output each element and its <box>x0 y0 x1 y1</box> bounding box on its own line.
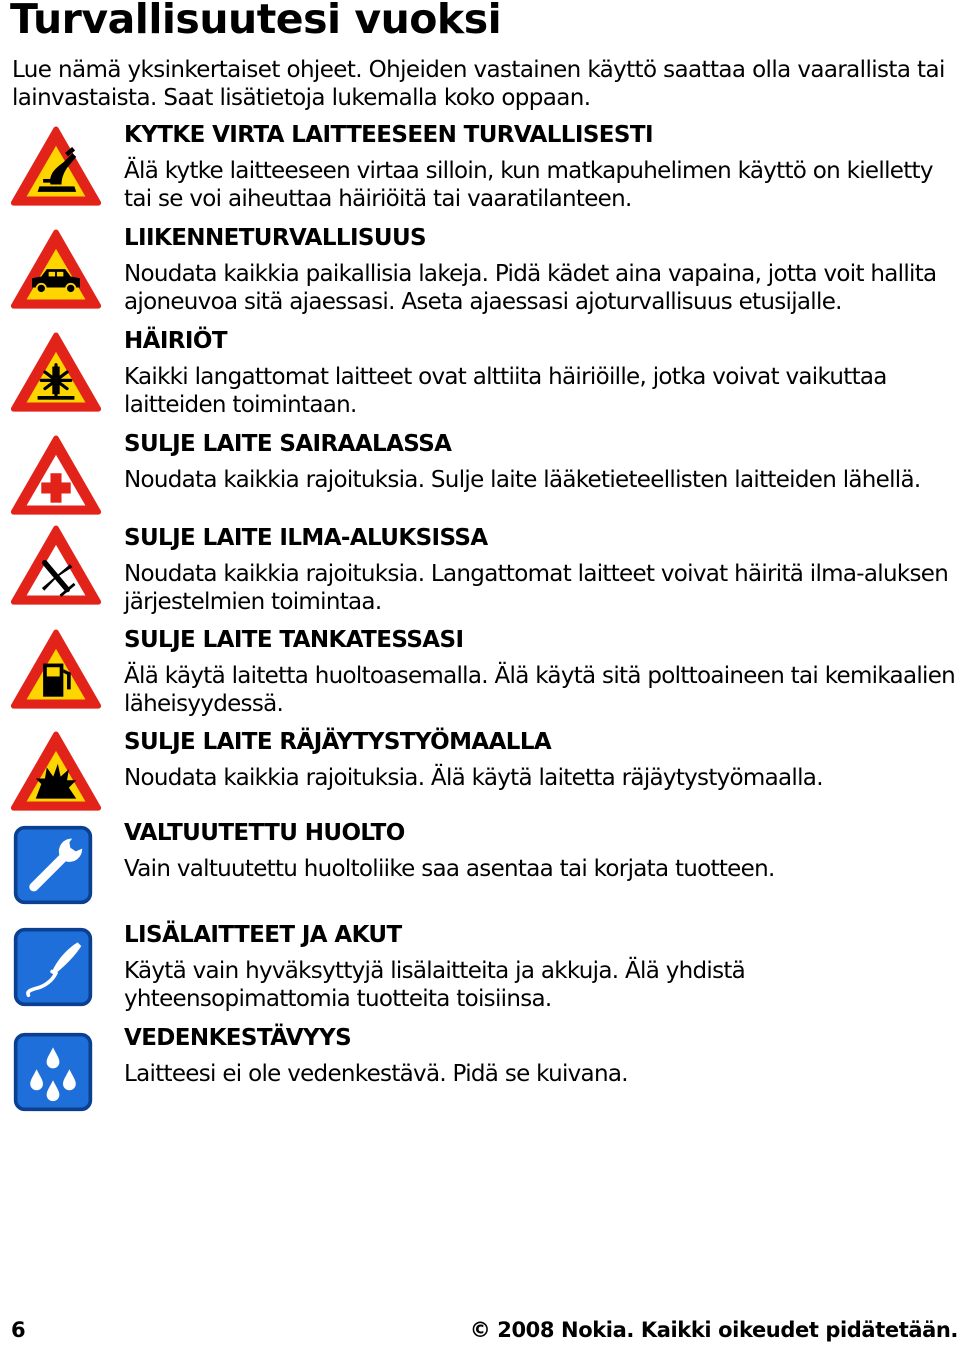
page-number: 6 <box>11 1318 26 1342</box>
water-drops-icon <box>12 1031 94 1113</box>
section-text <box>124 727 960 792</box>
section-text <box>124 223 960 316</box>
section-text <box>124 625 960 718</box>
accessory-plug-icon <box>12 926 94 1008</box>
section-text <box>124 1023 960 1088</box>
hospital-cross-warning-icon <box>10 433 102 519</box>
section-heading: SULJE LAITE SAIRAALASSA <box>124 431 452 457</box>
section-text <box>124 818 960 883</box>
page-title: Turvallisuutesi vuoksi <box>10 0 502 43</box>
section-heading: LISÄLAITTEET JA AKUT <box>124 922 402 948</box>
section-body: Älä kytke laitteeseen virtaa silloin, kun matkapuhelimen käyttö on kielletty tai se voi aiheuttaa häiriöitä tai vaaratilanteen. <box>124 158 933 212</box>
section-text <box>124 429 960 494</box>
section-body: Laitteesi ei ole vedenkestävä. Pidä se kuivana. <box>124 1061 628 1087</box>
section-body: Noudata kaikkia rajoituksia. Langattomat laitteet voivat häiritä ilma-aluksen järjestelmien toimintaa. <box>124 561 949 615</box>
section-body: Älä käytä laitetta huoltoasemalla. Älä käytä sitä polttoaineen tai kemikaalien läheisyydessä. <box>124 663 956 717</box>
section-text <box>124 920 960 1013</box>
car-warning-icon <box>10 227 102 313</box>
section-body: Noudata kaikkia paikallisia lakeja. Pidä kädet aina vapaina, jotta voit hallita ajoneuvoa sitä ajaessasi. Aseta ajaessasi ajoturvallisuus etusijalle. <box>124 261 937 315</box>
copyright-notice: © 2008 Nokia. Kaikki oikeudet pidätetään. <box>469 1318 958 1342</box>
section-heading: VALTUUTETTU HUOLTO <box>124 820 405 846</box>
section-heading: HÄIRIÖT <box>124 328 227 354</box>
section-body: Kaikki langattomat laitteet ovat alttiita häiriöille, jotka voivat vaikuttaa laitteiden toimintaan. <box>124 364 887 418</box>
section-heading: LIIKENNETURVALLISUUS <box>124 225 426 251</box>
section-text <box>124 523 960 616</box>
wrench-icon <box>12 824 94 906</box>
section-heading: SULJE LAITE RÄJÄYTYSTYÖMAALLA <box>124 729 552 755</box>
power-hand-warning-icon <box>10 124 102 210</box>
section-heading: KYTKE VIRTA LAITTEESEEN TURVALLISESTI <box>124 122 653 148</box>
intro-text: Lue nämä yksinkertaiset ohjeet. Ohjeiden vastainen käyttö saattaa olla vaarallista tai lainvastaista. Saat lisätietoja lukemalla koko oppaan. <box>12 57 945 111</box>
section-body: Noudata kaikkia rajoituksia. Sulje laite lääketieteellisten laitteiden lähellä. <box>124 467 921 493</box>
section-body: Noudata kaikkia rajoituksia. Älä käytä laitetta räjäytystyömaalla. <box>124 765 823 791</box>
section-heading: SULJE LAITE ILMA-ALUKSISSA <box>124 525 488 551</box>
section-text <box>124 120 960 213</box>
explosion-warning-icon <box>10 729 102 815</box>
interference-warning-icon <box>10 330 102 416</box>
fuel-pump-warning-icon <box>10 627 102 713</box>
airplane-warning-icon <box>10 523 102 609</box>
section-body: Käytä vain hyväksyttyjä lisälaitteita ja akkuja. Älä yhdistä yhteensopimattomia tuotteita toisiinsa. <box>124 958 746 1012</box>
section-text <box>124 326 960 419</box>
section-body: Vain valtuutettu huoltoliike saa asentaa tai korjata tuotteen. <box>124 856 775 882</box>
section-heading: VEDENKESTÄVYYS <box>124 1025 352 1051</box>
section-heading: SULJE LAITE TANKATESSASI <box>124 627 464 653</box>
